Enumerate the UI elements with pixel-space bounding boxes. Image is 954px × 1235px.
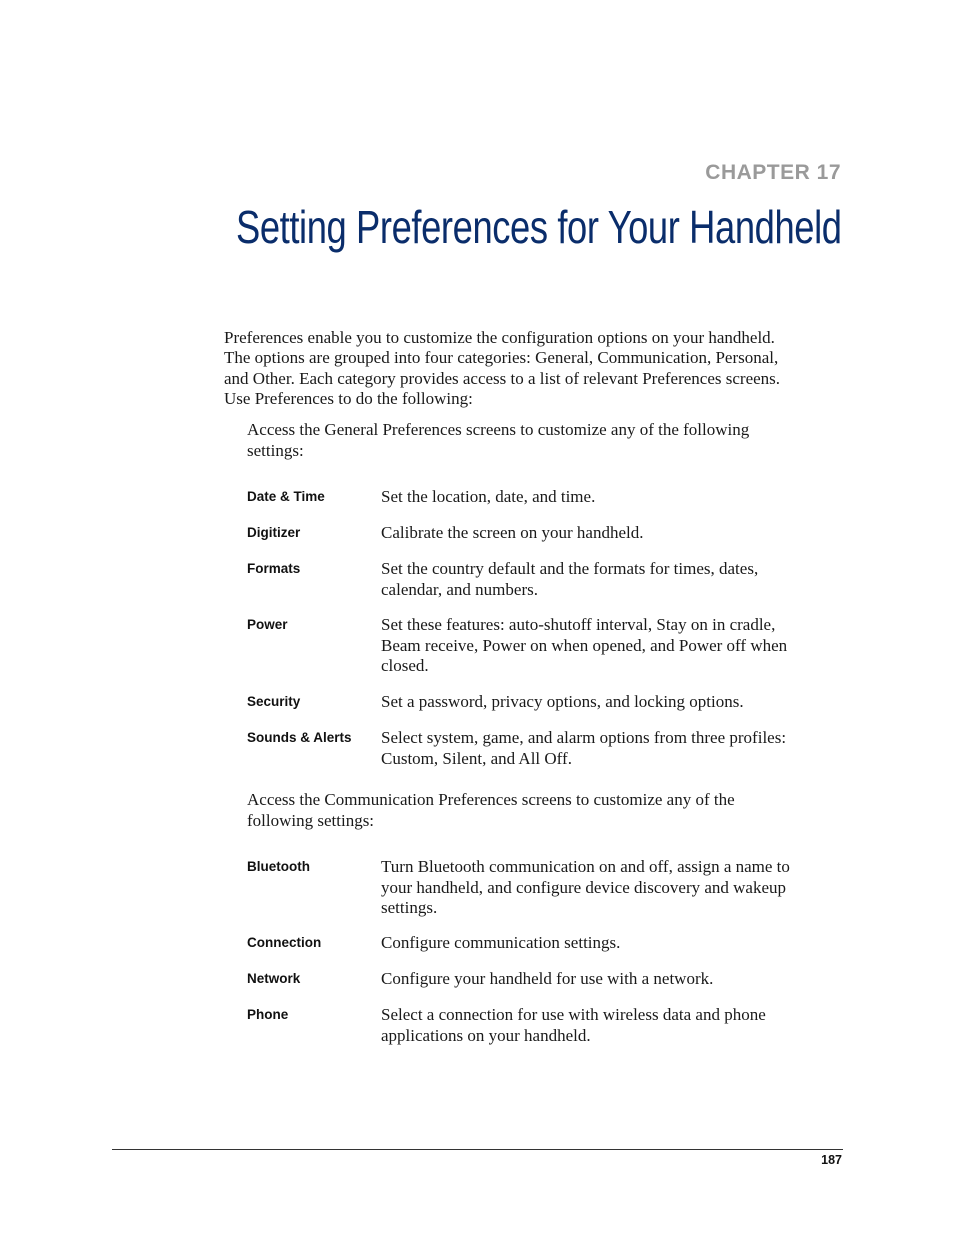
description-line: Beam receive, Power on when opened, and Power off when (381, 635, 788, 655)
description-line: your handheld, and configure device discovery and wakeup (381, 877, 787, 897)
definition-description (381, 728, 851, 769)
intro-line: Preferences enable you to customize the configuration options on your handheld. (224, 328, 775, 347)
intro-paragraph (224, 328, 854, 409)
intro-line: and Other. Each category provides access to a list of relevant Preferences screens. (224, 368, 781, 388)
definition-description (381, 857, 851, 919)
description-line: Configure your handheld for use with a network. (381, 969, 714, 988)
definition-term: Date & Time (247, 489, 325, 504)
footer-rule (112, 1149, 843, 1150)
section-intro-line: Access the General Preferences screens to customize any of the following (247, 420, 750, 439)
general-section-intro (247, 420, 847, 461)
description-line: Set these features: auto-shutoff interval, Stay on in cradle, (381, 615, 776, 634)
definition-term: Network (247, 971, 301, 986)
definition-description (381, 933, 851, 954)
definition-term: Connection (247, 935, 322, 950)
description-line: applications on your handheld. (381, 1025, 591, 1045)
definition-term: Sounds & Alerts (247, 730, 352, 745)
description-line: Set the country default and the formats for times, dates, (381, 559, 759, 578)
definition-term: Digitizer (247, 525, 301, 540)
chapter-label: CHAPTER 17 (705, 161, 841, 184)
intro-line: Use Preferences to do the following: (224, 388, 473, 408)
description-line: settings. (381, 898, 438, 917)
definition-description (381, 969, 851, 990)
definition-term: Security (247, 694, 301, 709)
description-line: calendar, and numbers. (381, 579, 538, 599)
definition-description (381, 1005, 851, 1046)
description-line: Turn Bluetooth communication on and off, assign a name to (381, 857, 790, 876)
definition-term: Formats (247, 561, 301, 576)
definition-description (381, 615, 851, 677)
section-intro-line: following settings: (247, 810, 375, 830)
definition-description (381, 487, 851, 508)
description-line: Select a connection for use with wireless data and phone (381, 1005, 766, 1024)
definition-description (381, 523, 851, 544)
definition-description (381, 559, 851, 600)
intro-line: The options are grouped into four categories: General, Communication, Personal, (224, 348, 779, 368)
description-line: Set a password, privacy options, and locking options. (381, 692, 744, 711)
description-line: Select system, game, and alarm options from three profiles: (381, 728, 787, 747)
description-line: Configure communication settings. (381, 933, 621, 952)
page-title: Setting Preferences for Your Handheld (236, 201, 842, 253)
section-intro-line: Access the Communication Preferences screens to customize any of the (247, 790, 735, 809)
section-intro-line: settings: (247, 440, 304, 460)
description-line: Calibrate the screen on your handheld. (381, 523, 644, 542)
page-number: 187 (821, 1153, 842, 1167)
description-line: Custom, Silent, and All Off. (381, 748, 572, 768)
definition-term: Phone (247, 1007, 289, 1022)
definition-term: Bluetooth (247, 859, 310, 874)
description-line: closed. (381, 656, 429, 675)
communication-section-intro (247, 790, 847, 831)
definition-description (381, 692, 851, 713)
description-line: Set the location, date, and time. (381, 487, 596, 506)
definition-term: Power (247, 617, 288, 632)
